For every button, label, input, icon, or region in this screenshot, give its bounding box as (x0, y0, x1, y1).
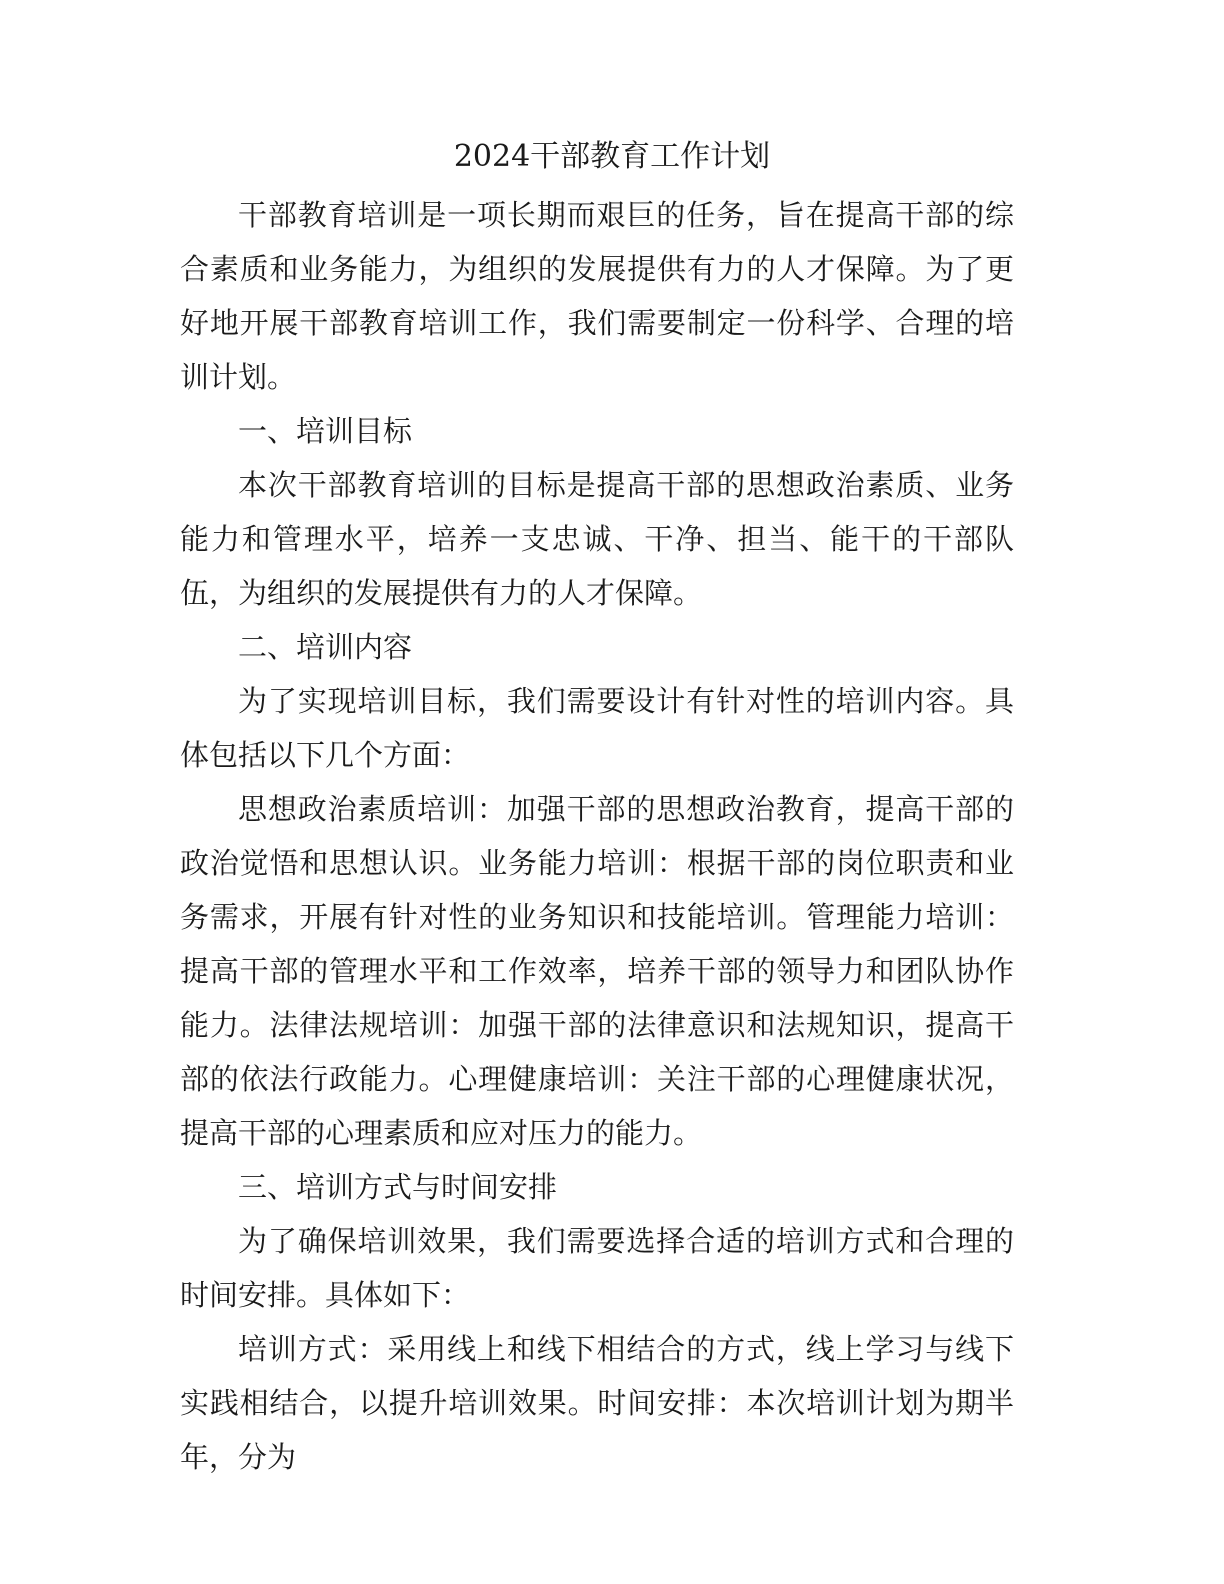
content-details-paragraph: 思想政治素质培训：加强干部的思想政治教育，提高干部的政治觉悟和思想认识。业务能力培训：根据干部的岗位职责和业务需求，开展有针对性的业务知识和技能培训。管理能力培训：提高干部的管理水平和工作效率，培养干部的领导力和团队协作能力。法律法规培训：加强干部的法律意识和法规知识，提高干部的依法行政能力。心理健康培训：关注干部的心理健康状况，提高干部的心理素质和应对压力的能力。 (180, 792, 1014, 1150)
section-heading-goals: 一、培训目标 (238, 414, 413, 448)
section-heading-methods: 三、培训方式与时间安排 (238, 1170, 558, 1204)
methods-intro-paragraph: 为了确保培训效果，我们需要选择合适的培训方式和合理的时间安排。具体如下： (180, 1224, 1014, 1312)
intro-paragraph: 干部教育培训是一项长期而艰巨的任务，旨在提高干部的综合素质和业务能力，为组织的发展提供有力的人才保障。为了更好地开展干部教育培训工作，我们需要制定一份科学、合理的培训计划。 (180, 198, 1014, 394)
document-title: 2024干部教育工作计划 (453, 139, 771, 174)
content-intro-paragraph: 为了实现培训目标，我们需要设计有针对性的培训内容。具体包括以下几个方面： (180, 684, 1014, 772)
methods-details-paragraph: 培训方式：采用线上和线下相结合的方式，线上学习与线下实践相结合，以提升培训效果。时间安排：本次培训计划为期半年，分为 (180, 1332, 1014, 1474)
goals-paragraph: 本次干部教育培训的目标是提高干部的思想政治素质、业务能力和管理水平，培养一支忠诚、干净、担当、能干的干部队伍，为组织的发展提供有力的人才保障。 (180, 468, 1014, 610)
section-heading-content: 二、培训内容 (238, 630, 413, 664)
document-body (180, 188, 1014, 1484)
